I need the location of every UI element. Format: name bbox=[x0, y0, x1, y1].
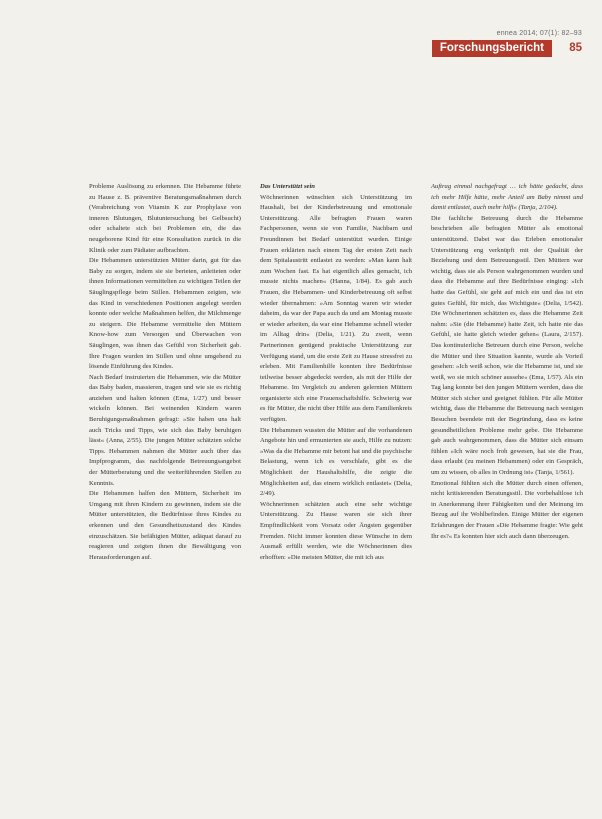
body-paragraph: Emotional fühlten sich die Mütter durch einen offenen, nicht kritisierenden Beratungsstil. Die vorbehaltlose ich in Anerkennung ihrer Fähigkeiten und der Meinung im Bezug auf ihr Wohlbefinden. Einige Mütter der eigenen Erfahrungen der Frauen »Die Hebamme fragte: Wie geht Ihr es?« Es konnten hier sich auch dann überzeugen. bbox=[431, 479, 583, 540]
body-paragraph: Die Hebammen halfen den Müttern, Sicherheit im Umgang mit ihren Kindern zu gewinnen, indem sie die Mütter unterstützten, die Bedürfnisse ihres Kindes zu erkennen und den Gesundheitszustand des Kindes einzuschätzen. Sie befähigten Mütter, adäquat darauf zu reagieren und zeigten ihnen die Bewältigung von Herausforderungen auf. bbox=[89, 490, 241, 561]
body-paragraph: Auftrag einmal nachgefragt … ich hätte gedacht, dass ich mehr Hilfe hätte, mehr Anteil am Baby nimmt und damit entlastet, auch mehr hilft« (Tanja, 2/104). bbox=[431, 183, 583, 212]
section-label: Forschungsbericht bbox=[432, 40, 552, 57]
body-paragraph: Nach Bedarf instruierten die Hebammen, wie die Mütter das Baby baden, massieren, tragen und wie sie es richtig anziehen und halten können (Ema, 1/27) und besser wickeln können. Bei weinenden Kindern waren Beruhigungsmaßnahmen gefragt: »Sie haben uns halt auch Tricks und Tipps, wie sich das Baby beruhigen lässt« (Anna, 2/55). Die jungen Mütter schätzten solche Tipps. Hebammen nahmen die Mütter auch über das Impfprogramm, das nachfolgende Betreuungsangebot der Mütterberatung und die weiterführenden Stellen zu Kenntnis. bbox=[89, 373, 241, 487]
text-column-1 bbox=[89, 182, 241, 563]
body-paragraph: Wöchnerinnen wünschten sich Unterstützung im Haushalt, bei der Kinderbetreuung und emotionale Unterstützung. Alle befragten Frauen waren Fachpersonen, wenn sie von Familie, Nachbarn und Freundinnen bei Bedarf unterstützt wurden. Einige Frauen erklärten nach einem Tag der ersten Zeit nach dem Spitalaustritt entlastet zu werden: »Man kann halt zum Wochen fast. Es hat eigentlich alles gemacht, ich musste nichts machen« (Hanna, 1/84). Es gab auch Frauen, die Hebammen- und Kinderbetreuung oft selbst wieder übernahmen: »Am Sonntag waren wir wieder daheim, da war der Papa auch da und am Montag musste er wieder arbeiten, da war eine Hebamme schnell wieder im Alltag drin« (Delia, 1/21). Zu zweit, wenn Partnerinnen genügend praktische Unterstützung zur Verfügung stand, um die erste Zeit zu Hause stressfrei zu erleben. Mit Familienhilfe konnten ihre Bedürfnisse teilweise besser abgedeckt werden, als mit der Hilfe der Hebamme. Im Vergleich zu anderen gelernten Müttern organisierte sich eine Frauenschaftshilfe. Schwierig war es für Mütter, die nicht über Hilfe aus dem Familienkreis verfügten. bbox=[260, 193, 412, 424]
text-column-3 bbox=[431, 182, 583, 563]
body-paragraph: Wöchnerinnen schätzten auch eine sehr wichtige Unterstützung. Zu Hause waren sie sich ihrer Empfindlichkeit vom Vorsatz oder Ängsten gegenüber Fremden. Nicht immer konnten diese Wünsche in dem Ausmaß erfüllt werden, wie die Wöchnerinnen dies erhofften: »Die meisten Mütter, die mit ich aus bbox=[260, 500, 412, 561]
page-header bbox=[0, 0, 602, 60]
body-paragraph: Die Hebammen unterstützten Mütter darin, gut für das Baby zu sorgen, indem sie sie berieten, anleiteten oder ihnen Informationen vermittelten zu wichtigen Teilen der Säuglingspflege beim Stillen. Hebammen zeigten, wie das Kind in verschiedenen Positionen angelegt werden konnte oder welche Maßnahmen helfen, die Milchmenge zu steigern. Die Hebamme vermittelte den Müttern Know-how zum Versorgen und Überwachen von Säuglingen, was ihnen das Gefühl von Sicherheit gab. Ihre Fragen wurden im Stillen und ohne umgehend zu lösende Einführung des Kindes. bbox=[89, 257, 241, 371]
article-columns bbox=[89, 182, 583, 563]
journal-reference: ennea 2014; 07(1): 82–93 bbox=[496, 30, 582, 37]
section-subheading: Das Unterstützt sein bbox=[260, 183, 315, 190]
page-number: 85 bbox=[569, 42, 582, 54]
body-paragraph: Probleme Auslösung zu erkennen. Die Hebamme führte zu Hause z. B. präventive Beratungsmaßnahmen durch (Verabreichung von Vitamin K zur Prophylaxe von inneren Blutungen, Blutuntersuchung bei Gelbsucht) oder schaltete sich bei Problemen ein, die das neugeborene Kind für eine Konsultation zurück in die Klinik oder zum Pädiater aufbrachten. bbox=[89, 183, 241, 254]
body-paragraph: Die fachliche Betreuung durch die Hebamme beschrieben alle befragten Mütter als emotional unterstützend. Dabei war das Erleben emotionaler Unterstützung eng verknüpft mit der Qualität der Beziehung und dem Betreuungsstil. Den Müttern war wichtig, dass sie als Person wahrgenommen wurden und dass die Hebamme auf ihre Bedürfnisse einging: »Ich hatte das Gefühl, sie geht auf mich ein und das ist ein gutes Gefühl, für mich, das Wichtigste« (Delia, 1/542). Die Wöchnerinnen schätzten es, dass die Hebamme Zeit nahm: »Sie (die Hebamme) hatte Zeit, ich hatte nie das Gefühl, sie hatte gleich wieder gehen« (Laura, 2/157). Das kontinuierliche Betreuen durch eine Person, welche die Mütter und ihre Situation kannte, wurde als Vorteil gesehen: »Ich weiß schon, wie die Hebamme ist, und sie weiß, wo sie mich schöner aussehe« (Ema, 1/57). Als ein Tag lang konnte bei den jungen Müttern werden, dass die Mütter sich sicher und geeignet fühlten. Für alle Mütter wichtig, dass die Hebamme die Betreuung nach wenigen Besuchen beendete mit der Begründung, dass es keine gesundheitlichen Probleme mehr gebe. Die Hebamme gab auch wahrgenommen, dass die Mütter sich einsam fühlen »Ich wäre noch froh gewesen, hat sie die Frau, dass erlaubt (zu meinen Hebammen) oder ein Gespräch, um zu wissen, ob alles in Ordnung ist« (Tanja, 1/561). bbox=[431, 214, 583, 477]
text-column-2 bbox=[260, 182, 412, 563]
body-paragraph: Die Hebammen wussten die Mütter auf die vorhandenen Angebote hin und ermunterten sie auch, Hilfe zu nutzen: »Was da die Hebamme mir betont hat und die psychische Belastung, wenn ich es verschlafe, gibt es die Möglichkeit der Haushaltshilfe, die zeigte die Möglichkeiten auf, das einem wirklich entlastet« (Delia, 2/49). bbox=[260, 426, 412, 498]
